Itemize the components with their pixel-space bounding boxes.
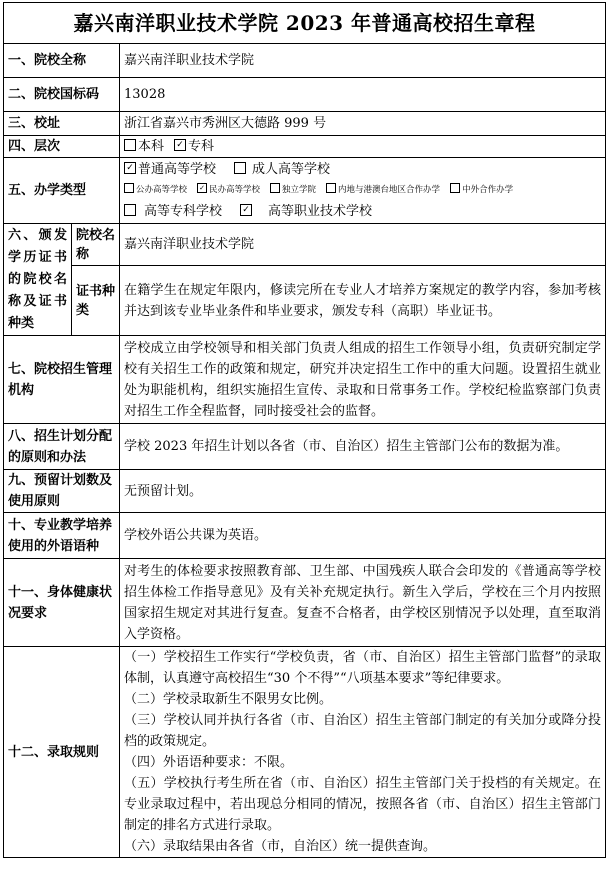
checkbox-undergraduate (124, 139, 136, 151)
label-school-name: 一、院校全称 (4, 44, 120, 78)
checkbox-sino-foreign (450, 183, 460, 193)
level-option-undergraduate: 本科 (138, 139, 165, 154)
rule-2: （二）学校录取新生不限男女比例。 (124, 692, 333, 707)
type-option-public: 公办高等学校 (136, 185, 188, 195)
value-admission-org: 学校成立由学校领导和相关部门负责人组成的招生工作领导小组，负责研究制定学校有关招生工作的政策和规定，研究并决定招生工作中的重大问题。设置招生就业处为职能机构，组织实施招生宣传、录取和日常事务工作。学校纪检监察部门负责对招生工作全程监督，同时接受社会的监督。 (120, 336, 606, 424)
row-admission-org (4, 336, 606, 424)
checkbox-independent (270, 183, 280, 193)
label-address: 三、校址 (4, 112, 120, 136)
label-reserve: 九、预留计划数及使用原则 (4, 470, 120, 513)
admission-charter-table (3, 2, 606, 858)
row-admission-rules (4, 647, 606, 858)
value-reserve: 无预留计划。 (120, 470, 606, 513)
value-health: 对考生的体检要求按照教育部、卫生部、中国残疾人联合会印发的《普通高等学校招生体检工作指导意见》及有关补充规定执行。新生入学后，学校在三个月内按照国家招生规定对其进行复查。复查不合格者，由学校区别情况予以处理，直至取消入学资格。 (120, 559, 606, 647)
row-reserve (4, 470, 606, 513)
type-option-vocational: 高等职业技术学校 (268, 204, 373, 219)
row-language (4, 513, 606, 559)
label-plan: 八、招生计划分配的原则和办法 (4, 424, 120, 470)
value-address: 浙江省嘉兴市秀洲区大德路 999 号 (120, 112, 606, 136)
rule-6: （六）录取结果由各省（市，自治区）统一提供查询。 (124, 839, 437, 854)
checkbox-regular-college (124, 162, 136, 174)
label-cert-type: 证书种类 (72, 266, 120, 336)
checkbox-adult-college (234, 162, 246, 174)
page-title: 嘉兴南洋职业技术学院 2023 年普通高校招生章程 (4, 3, 606, 44)
checkbox-public (124, 183, 134, 193)
admission-rules-list (120, 647, 606, 858)
row-health (4, 559, 606, 647)
row-school-code (4, 78, 606, 112)
row-school-type (4, 158, 606, 224)
label-certificate: 六、颁发学历证书的院校名称及证书种类 (4, 224, 72, 336)
school-type-options (120, 158, 606, 224)
value-language: 学校外语公共课为英语。 (120, 513, 606, 559)
level-options (120, 136, 606, 158)
checkbox-specialized-college (124, 204, 136, 216)
label-school-type: 五、办学类型 (4, 158, 120, 224)
type-option-sino-foreign: 中外合作办学 (462, 185, 514, 195)
label-level: 四、层次 (4, 136, 120, 158)
value-plan: 学校 2023 年招生计划以各省（市、自治区）招生主管部门公布的数据为准。 (120, 424, 606, 470)
row-address (4, 112, 606, 136)
type-option-regular: 普通高等学校 (138, 162, 217, 177)
label-health: 十一、身体健康状况要求 (4, 559, 120, 647)
value-school-name: 嘉兴南洋职业技术学院 (120, 44, 606, 78)
rule-1: （一）学校招生工作实行“学校负责，省（市、自治区）招生主管部门监督”的录取体制，认真遵守高校招生“30 个不得”“八项基本要求”等纪律要求。 (124, 650, 601, 686)
label-cert-school-name: 院校名称 (72, 224, 120, 266)
label-school-code: 二、院校国标码 (4, 78, 120, 112)
label-admission-org: 七、院校招生管理机构 (4, 336, 120, 424)
checkbox-junior-college (174, 139, 186, 151)
row-level (4, 136, 606, 158)
type-option-hkmt-coop: 内地与港澳台地区合作办学 (338, 185, 441, 195)
label-language: 十、专业教学培养使用的外语语种 (4, 513, 120, 559)
level-option-junior-college: 专科 (188, 139, 215, 154)
row-cert-school (4, 224, 606, 266)
checkbox-vocational-college (240, 204, 252, 216)
label-admission-rules: 十二、录取规则 (4, 647, 120, 858)
type-option-specialized: 高等专科学校 (144, 204, 223, 219)
checkbox-hkmt-coop (326, 183, 336, 193)
value-cert-type: 在籍学生在规定年限内，修读完所在专业人才培养方案规定的教学内容，参加考核并达到该专业毕业条件和毕业要求，颁发专科（高职）毕业证书。 (120, 266, 606, 336)
row-school-name (4, 44, 606, 78)
row-plan (4, 424, 606, 470)
value-cert-school-name: 嘉兴南洋职业技术学院 (120, 224, 606, 266)
rule-3: （三）学校认同并执行各省（市、自治区）招生主管部门制定的有关加分或降分投档的政策规定。 (124, 713, 601, 749)
type-option-private: 民办高等学校 (209, 185, 261, 195)
checkbox-private (197, 183, 207, 193)
rule-4: （四）外语语种要求：不限。 (124, 755, 294, 770)
row-cert-type (4, 266, 606, 336)
type-option-independent: 独立学院 (282, 185, 317, 195)
rule-5: （五）学校执行考生所在省（市、自治区）招生主管部门关于投档的有关规定。在专业录取过程中，若出现总分相同的情况，按照各省（市、自治区）招生主管部门制定的排名方式进行录取。 (124, 776, 601, 833)
value-school-code: 13028 (120, 78, 606, 112)
type-option-adult: 成人高等学校 (252, 162, 331, 177)
